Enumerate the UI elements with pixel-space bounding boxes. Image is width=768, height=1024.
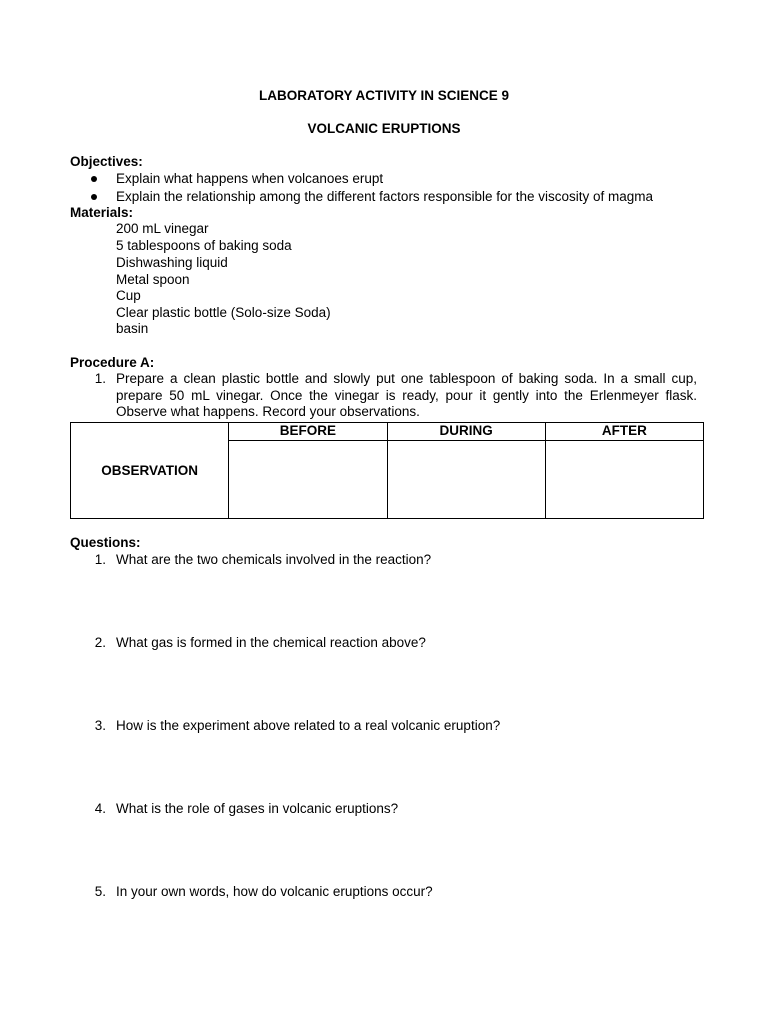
- materials-heading: Materials:: [70, 205, 134, 220]
- page-title: LABORATORY ACTIVITY IN SCIENCE 9: [258, 88, 510, 103]
- procedure-heading: Procedure A:: [70, 355, 155, 370]
- question-text: How is the experiment above related to a real volcanic eruption?: [116, 718, 501, 733]
- column-header-after: AFTER: [545, 423, 703, 441]
- question-number: 5.: [94, 884, 106, 899]
- table-header-row: [71, 423, 704, 441]
- question-number: 2.: [94, 635, 106, 650]
- observation-cell-after[interactable]: [545, 441, 703, 519]
- objective-item: Explain what happens when volcanoes erupt: [116, 171, 384, 186]
- bullet-icon: [91, 176, 97, 182]
- question-text: What is the role of gases in volcanic eruptions?: [116, 801, 399, 816]
- column-header-during: DURING: [387, 423, 545, 441]
- procedure-step-number: 1.: [94, 371, 106, 386]
- material-item: Dishwashing liquid: [116, 255, 228, 270]
- questions-heading: Questions:: [70, 535, 141, 550]
- question-text: What gas is formed in the chemical reaction above?: [116, 635, 426, 650]
- question-number: 1.: [94, 552, 106, 567]
- page-subtitle: VOLCANIC ERUPTIONS: [307, 121, 461, 136]
- question-number: 4.: [94, 801, 106, 816]
- observation-table: [70, 422, 704, 519]
- question-text: In your own words, how do volcanic eruptions occur?: [116, 884, 433, 899]
- material-item: 200 mL vinegar: [116, 221, 209, 236]
- observation-row-label: OBSERVATION: [71, 423, 229, 519]
- material-item: Metal spoon: [116, 272, 190, 287]
- observation-cell-during[interactable]: [387, 441, 545, 519]
- column-header-before: BEFORE: [229, 423, 387, 441]
- material-item: Cup: [116, 288, 141, 303]
- observation-cell-before[interactable]: [229, 441, 387, 519]
- material-item: 5 tablespoons of baking soda: [116, 238, 292, 253]
- question-number: 3.: [94, 718, 106, 733]
- material-item: basin: [116, 321, 149, 336]
- procedure-step-text: Prepare a clean plastic bottle and slowly put one tablespoon of baking soda. In a small cup, prepare 50 mL vinegar. Once the vinegar is ready, pour it gently into the Erlenmeyer flask. Observe what happens. Record your observations.: [116, 371, 697, 419]
- material-item: Clear plastic bottle (Solo-size Soda): [116, 305, 331, 320]
- objectives-heading: Objectives:: [70, 154, 143, 169]
- question-text: What are the two chemicals involved in the reaction?: [116, 552, 432, 567]
- bullet-icon: [91, 194, 97, 200]
- objective-item: Explain the relationship among the different factors responsible for the viscosity of magma: [116, 189, 654, 204]
